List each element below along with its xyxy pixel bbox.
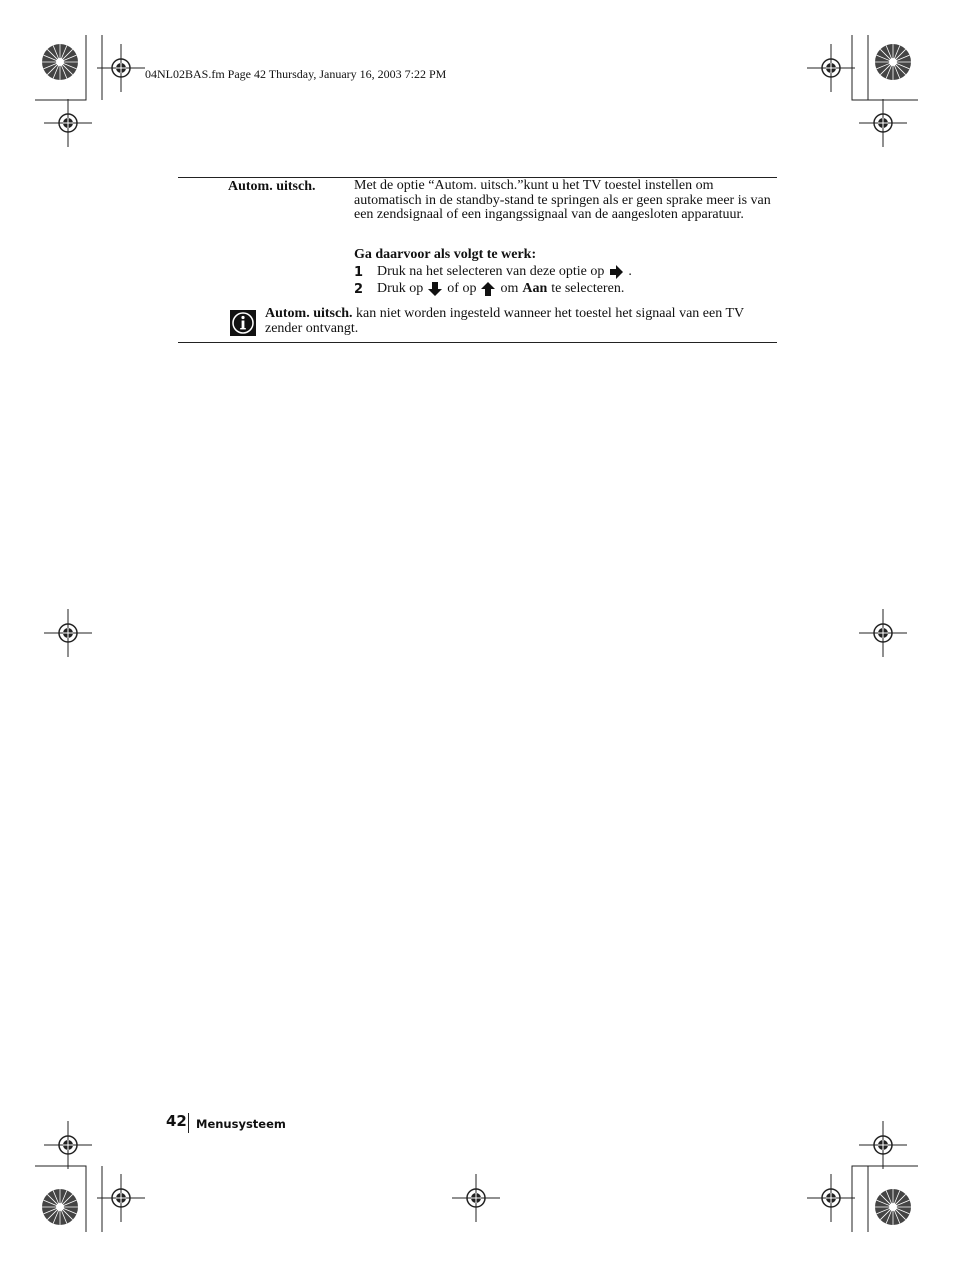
step-text-middle: of op <box>447 281 477 296</box>
step-text-end: te selecteren. <box>551 281 625 296</box>
entry-term: Autom. uitsch. <box>228 179 316 194</box>
table-bottom-rule <box>178 342 777 343</box>
info-icon <box>230 310 256 336</box>
note-bold-lead: Autom. uitsch. <box>265 306 353 321</box>
step-text-middle: om <box>500 281 519 296</box>
procedure-heading: Ga daarvoor als volgt te werk: <box>354 247 537 262</box>
entry-description: Met de optie “Autom. uitsch.”kunt u het TV toestel instellen om automatisch in de standby-stand te springen als er geen sprake meer is van een zendsignaal of een ingangssignaal van de aangesloten apparatuur. <box>354 178 771 222</box>
up-arrow-icon <box>480 281 496 297</box>
step-bold-word: Aan <box>522 281 548 296</box>
page-number-separator <box>188 1113 189 1133</box>
page-number: 42 <box>166 1112 187 1130</box>
step-text: Druk op <box>377 281 424 296</box>
step-2 <box>354 281 624 297</box>
down-arrow-icon <box>427 281 443 297</box>
file-info: 04NL02BAS.fm Page 42 Thursday, January 16, 2003 7:22 PM <box>145 67 447 81</box>
right-arrow-icon <box>608 264 624 280</box>
note-body: kan niet worden ingesteld wanneer het toestel het signaal van een TV zender ontvangt. <box>265 306 744 336</box>
note-text <box>265 306 777 336</box>
step-1 <box>354 264 632 280</box>
section-title: Menusysteem <box>196 1117 286 1131</box>
step-number: 1 <box>354 264 364 280</box>
step-text: Druk na het selecteren van deze optie op <box>377 264 605 279</box>
step-number: 2 <box>354 281 364 297</box>
step-text-end: . <box>628 264 632 279</box>
